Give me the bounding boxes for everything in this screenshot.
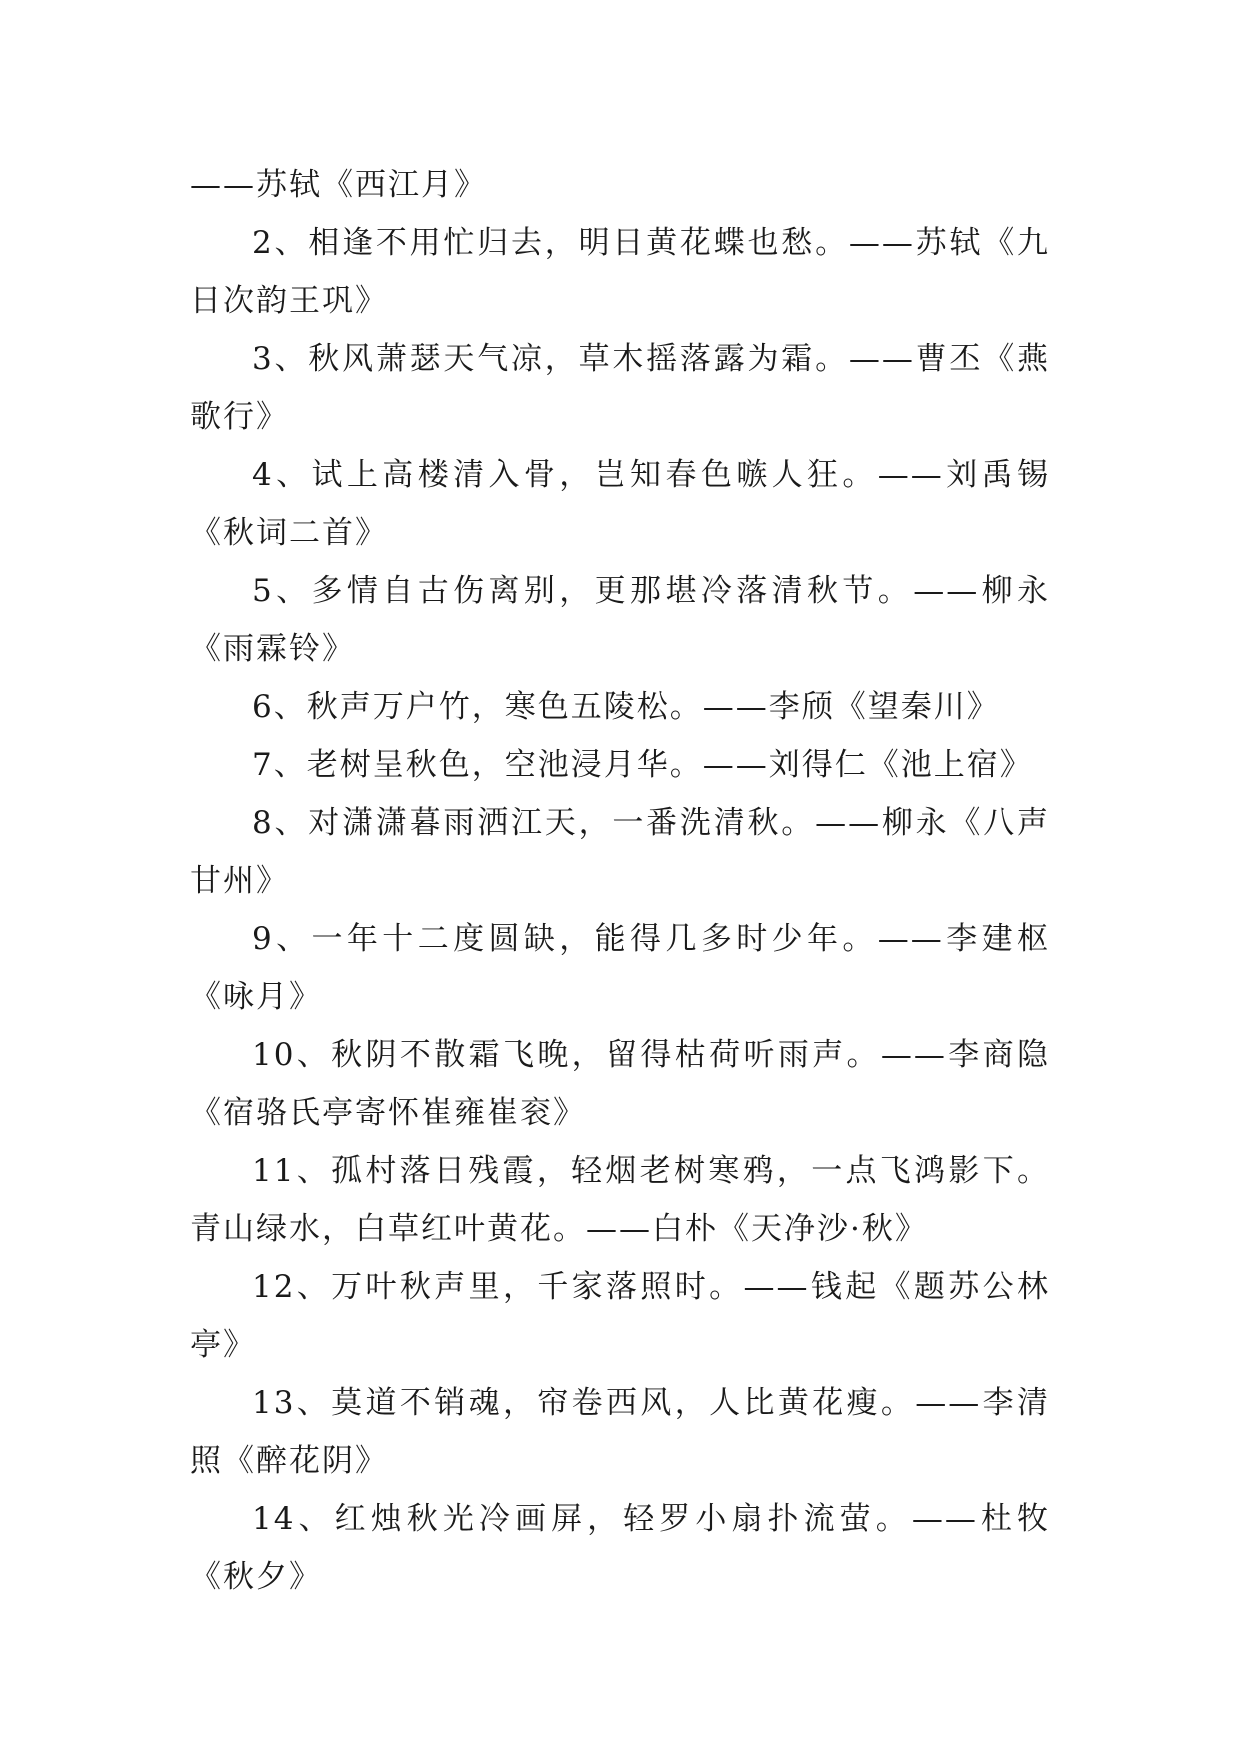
poem-line-14: 14、红烛秋光冷画屏，轻罗小扇扑流萤。——杜牧《秋夕》 <box>190 1501 1050 1595</box>
poem-line-9: 9、一年十二度圆缺，能得几多时少年。——李建枢《咏月》 <box>190 921 1050 1015</box>
poem-line-8: 8、对潇潇暮雨洒江天，一番洗清秋。——柳永《八声甘州》 <box>190 805 1050 899</box>
poem-list <box>190 156 1050 1606</box>
poem-line-6: 6、秋声万户竹，寒色五陵松。——李颀《望秦川》 <box>252 689 1000 725</box>
poem-line-7: 7、老树呈秋色，空池浸月华。——刘得仁《池上宿》 <box>252 747 1033 783</box>
poem-line-11: 11、孤村落日残霞，轻烟老树寒鸦，一点飞鸿影下。青山绿水，白草红叶黄花。——白朴《天净沙·秋》 <box>190 1153 1050 1247</box>
poem-line-4: 4、试上高楼清入骨，岂知春色嗾人狂。——刘禹锡《秋词二首》 <box>190 457 1050 551</box>
poem-line-2: 2、相逢不用忙归去，明日黄花蝶也愁。——苏轼《九日次韵王巩》 <box>190 225 1050 319</box>
poem-line-5: 5、多情自古伤离别，更那堪冷落清秋节。——柳永《雨霖铃》 <box>190 573 1050 667</box>
poem-line-13: 13、莫道不销魂，帘卷西风，人比黄花瘦。——李清照《醉花阴》 <box>190 1385 1050 1479</box>
poem-line-10: 10、秋阴不散霜飞晚，留得枯荷听雨声。——李商隐《宿骆氏亭寄怀崔雍崔衮》 <box>190 1037 1050 1131</box>
poem-line-3: 3、秋风萧瑟天气凉，草木摇落露为霜。——曹丕《燕歌行》 <box>190 341 1050 435</box>
poem-attribution-continued: ——苏轼《西江月》 <box>190 167 487 203</box>
poem-line-12: 12、万叶秋声里，千家落照时。——钱起《题苏公林亭》 <box>190 1269 1050 1363</box>
